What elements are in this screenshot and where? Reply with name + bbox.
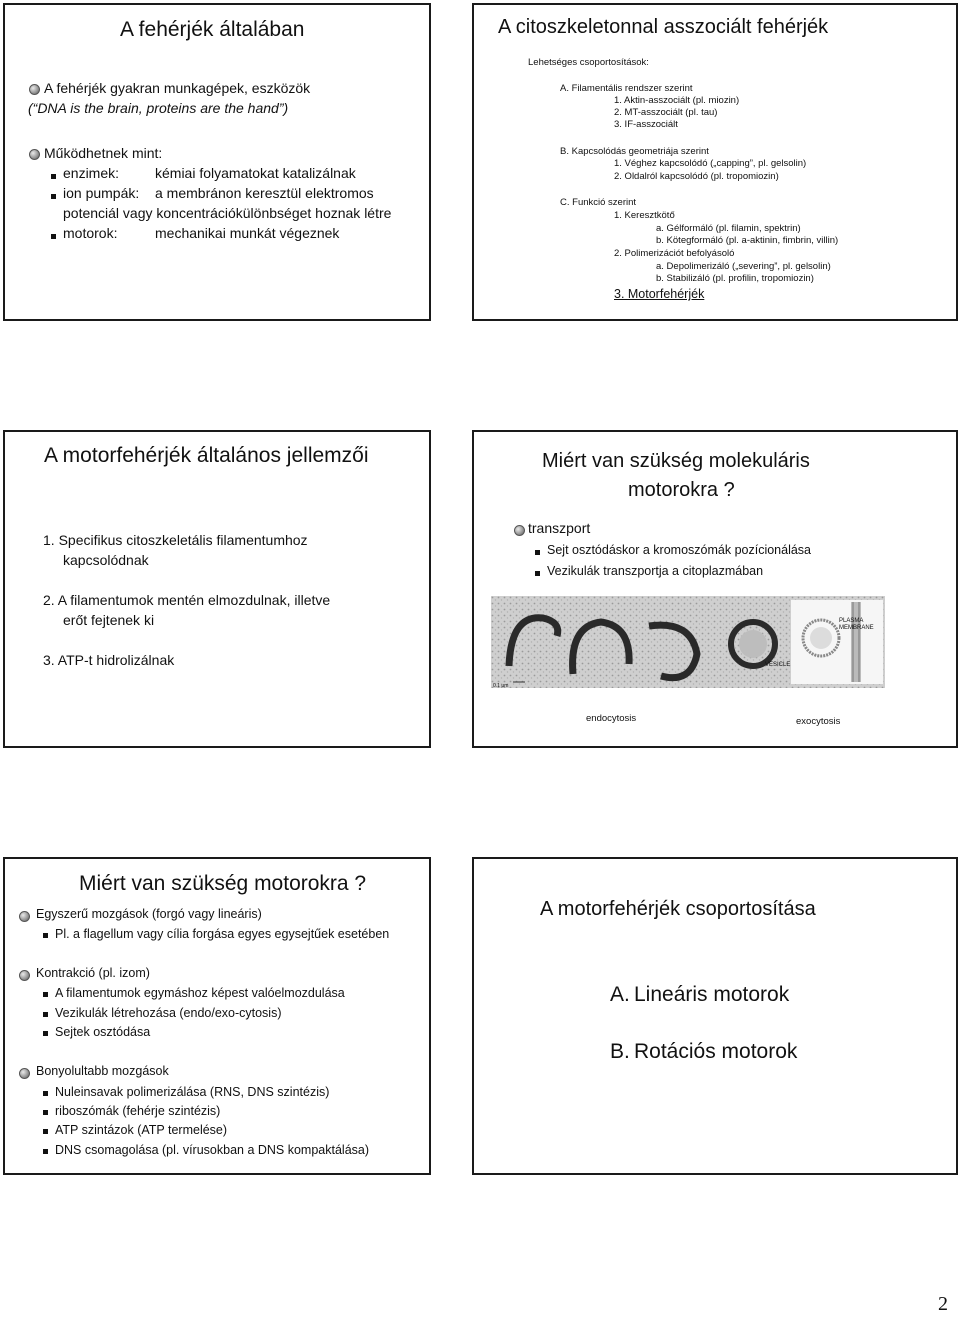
list-item: 1. Aktin-asszociált (pl. miozin) (614, 95, 740, 106)
plasma-label: PLASMA (839, 618, 864, 624)
round-bullet-icon (29, 84, 40, 95)
round-bullet-icon (19, 970, 30, 981)
square-bullet-icon (51, 194, 56, 199)
slide-title: A fehérjék általában (120, 18, 305, 41)
desc-motors: mechanikai munkát végeznek (155, 225, 340, 241)
bullet-text: Egyszerű mozgások (forgó vagy lineáris) (36, 907, 262, 921)
sub-bullet-text: DNS csomagolása (pl. vírusokban a DNS kompaktálása) (55, 1143, 370, 1157)
micrograph-drawing (491, 596, 885, 688)
list-item: 2. Oldalról kapcsolódó (pl. tropomiozin) (614, 171, 779, 182)
list-item: 1. Keresztkötő (614, 210, 675, 221)
round-bullet-icon (19, 1068, 30, 1079)
square-bullet-icon (43, 1149, 48, 1154)
list-letter-a: A. (610, 983, 630, 1006)
membrane-label: MEMBRANE (839, 625, 874, 631)
list-item: 2. MT-asszociált (pl. tau) (614, 107, 718, 118)
linear-motors-label: Lineáris motorok (634, 983, 790, 1006)
slide-title-cont: motorokra ? (628, 479, 735, 501)
square-bullet-icon (43, 1110, 48, 1115)
square-bullet-icon (535, 571, 540, 576)
slide-cytoskeleton-proteins (472, 3, 958, 321)
bullet-text: A fehérjék gyakran munkagépek, eszközök (44, 80, 311, 96)
slide-general-proteins (3, 3, 431, 321)
sub-bullet-text: A filamentumok egymáshoz képest valóelmozdulása (55, 986, 345, 1000)
sub-bullet-text: ATP szintázok (ATP termelése) (55, 1123, 228, 1137)
micrograph-image (491, 596, 885, 688)
slide-title: A citoszkeletonnal asszociált fehérjék (498, 16, 829, 38)
term-ion-pumps: ion pumpák: (63, 185, 140, 201)
caption-exocytosis: exocytosis (796, 716, 841, 727)
square-bullet-icon (43, 933, 48, 938)
slide-title: A motorfehérjék általános jellemzői (44, 444, 369, 467)
list-subitem: a. Gélformáló (pl. filamin, spektrin) (656, 223, 801, 234)
slide-title: Miért van szükség molekuláris (542, 450, 810, 472)
scale-label: 0.1 μm (493, 683, 509, 689)
list-subitem: b. Stabilizáló (pl. profilin, tropomiozin) (656, 273, 814, 284)
square-bullet-icon (51, 234, 56, 239)
feature-1-cont: kapcsolódnak (63, 552, 149, 568)
feature-2: 2. A filamentumok mentén elmozdulnak, illetve (43, 592, 331, 608)
round-bullet-icon (29, 149, 40, 160)
slide-title: A motorfehérjék csoportosítása (540, 898, 816, 920)
list-subitem: a. Depolimerizáló („severing”, pl. gelsolin) (656, 261, 831, 272)
square-bullet-icon (43, 1091, 48, 1096)
square-bullet-icon (43, 1012, 48, 1017)
feature-1: 1. Specifikus citoszkeletális filamentumhoz (43, 532, 308, 548)
caption-endocytosis: endocytosis (586, 713, 637, 724)
slide-motor-general-features (3, 430, 431, 748)
bullet-text: Kontrakció (pl. izom) (36, 966, 150, 980)
bullet-text: Bonyolultabb mozgások (36, 1064, 169, 1078)
square-bullet-icon (43, 1129, 48, 1134)
sub-bullet-text: riboszómák (fehérje szintézis) (55, 1104, 221, 1118)
feature-3: 3. ATP-t hidrolizálnak (43, 652, 175, 668)
sub-bullet-text: Vezikulák létrehozása (endo/exo-cytosis) (55, 1006, 282, 1020)
square-bullet-icon (535, 550, 540, 555)
desc-ion-pumps-cont: potenciál vagy koncentrációkülönbséget hoznak létre (63, 205, 392, 221)
slide-motor-classification (472, 857, 958, 1175)
sub-bullet-text: Pl. a flagellum vagy cília forgása egyes egysejtűek esetében (55, 927, 390, 941)
list-item: 2. Polimerizációt befolyásoló (614, 248, 735, 259)
feature-2-cont: erőt fejtenek ki (63, 612, 155, 628)
round-bullet-icon (514, 525, 525, 536)
desc-ion-pumps: a membránon keresztül elektromos (155, 185, 374, 201)
list-item: 3. IF-asszociált (614, 119, 678, 130)
list-item-motor-proteins: 3. Motorfehérjék (614, 287, 705, 301)
sub-bullet-text: Sejtek osztódása (55, 1025, 151, 1039)
term-enzymes: enzimek: (63, 165, 120, 181)
sub-bullet-text: Nuleinsavak polimerizálása (RNS, DNS szintézis) (55, 1085, 330, 1099)
round-bullet-icon (19, 911, 30, 922)
term-motors: motorok: (63, 225, 118, 241)
group-heading: C. Funkció szerint (560, 197, 637, 208)
vesicle-label: VESICLE (765, 662, 791, 668)
list-subitem: b. Kötegformáló (pl. a-aktinin, fimbrin, villin) (656, 235, 839, 246)
slide-why-motors (3, 857, 431, 1175)
square-bullet-icon (43, 992, 48, 997)
list-item: 1. Véghez kapcsolódó („capping”, pl. gelsolin) (614, 158, 807, 169)
page-number: 2 (938, 1293, 948, 1315)
square-bullet-icon (51, 174, 56, 179)
sub-bullet-text: Sejt osztódáskor a kromoszómák pozícionálása (547, 543, 812, 557)
slide-why-molecular-motors (472, 430, 958, 748)
slide-title: Miért van szükség motorokra ? (79, 872, 367, 895)
quote-text: (“DNA is the brain, proteins are the hand”) (28, 100, 289, 116)
bullet-text: transzport (528, 520, 591, 536)
sub-bullet-text: Vezikulák transzportja a citoplazmában (547, 564, 764, 578)
square-bullet-icon (43, 1031, 48, 1036)
group-heading: B. Kapcsolódás geometriája szerint (560, 146, 709, 157)
desc-enzymes: kémiai folyamatokat katalizálnak (155, 165, 356, 181)
intro-text: Lehetséges csoportosítások: (528, 57, 649, 68)
rotary-motors-label: Rotációs motorok (634, 1040, 798, 1063)
list-letter-b: B. (610, 1040, 630, 1063)
group-heading: A. Filamentális rendszer szerint (560, 83, 693, 94)
bullet-text: Működhetnek mint: (44, 145, 163, 161)
